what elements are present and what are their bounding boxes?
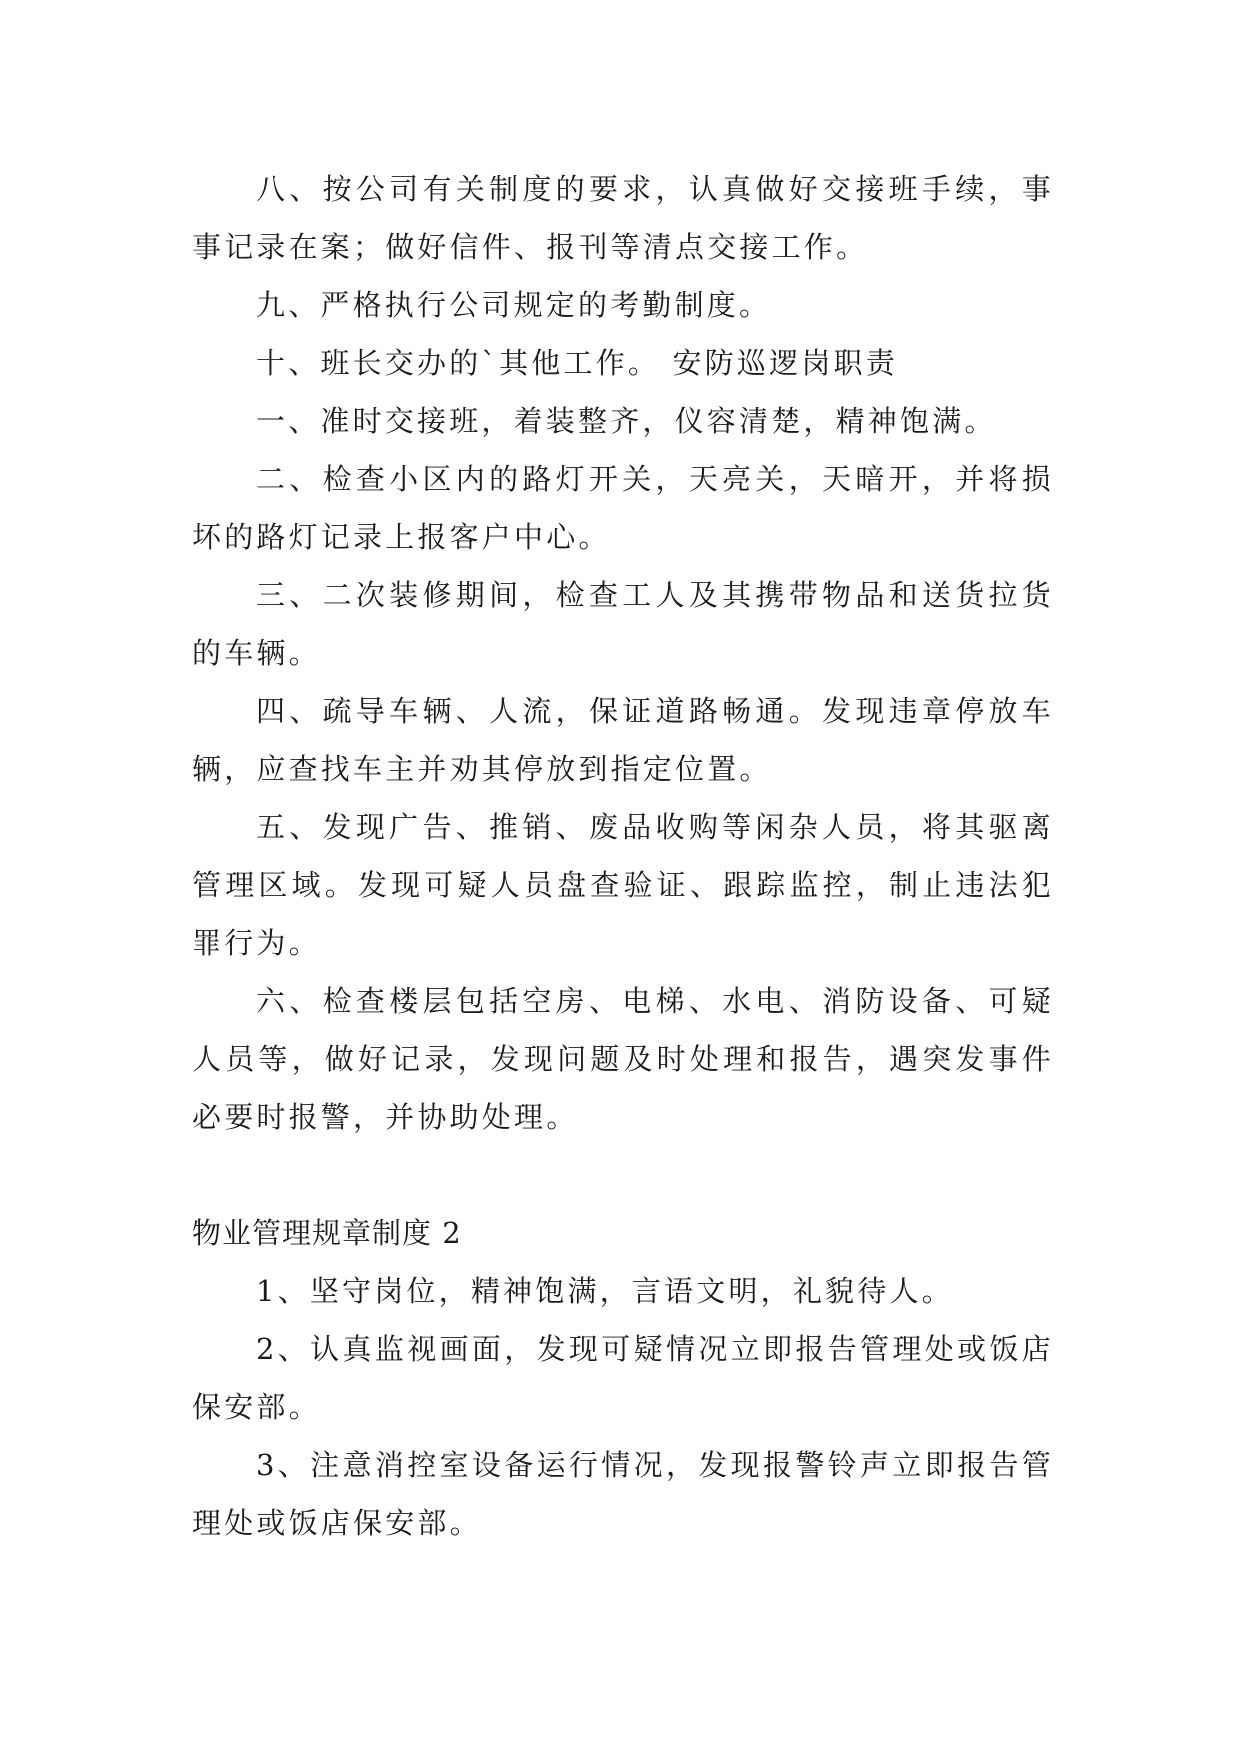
- paragraph-floor-inspection: 六、检查楼层包括空房、电梯、水电、消防设备、可疑人员等，做好记录，发现问题及时处理和报告，遇突发事件必要时报警，并协助处理。: [192, 984, 1054, 1134]
- paragraph-monitor-screens: 2、认真监视画面，发现可疑情况立即报告管理处或饭店保安部。: [192, 1332, 1054, 1424]
- paragraph-street-lights: 二、检查小区内的路灯开关，天亮关，天暗开，并将损坏的路灯记录上报客户中心。: [192, 462, 1054, 554]
- paragraph-idle-persons: 五、发现广告、推销、废品收购等闲杂人员，将其驱离管理区域。发现可疑人员盘查验证、跟踪监控，制止违法犯罪行为。: [192, 810, 1054, 960]
- document-body: [192, 160, 1054, 1552]
- section-title: 物业管理规章制度 2: [192, 1216, 462, 1250]
- paragraph-traffic-control: 四、疏导车辆、人流，保证道路畅通。发现违章停放车辆，应查找车主并劝其停放到指定位置。: [192, 694, 1054, 786]
- paragraph-attendance: 九、严格执行公司规定的考勤制度。: [256, 288, 772, 322]
- paragraph-other-duties: 十、班长交办的`其他工作。 安防巡逻岗职责: [256, 346, 898, 380]
- paragraph-stay-at-post: 1、坚守岗位，精神饱满，言语文明，礼貌待人。: [256, 1274, 954, 1308]
- paragraph-renovation-checks: 三、二次装修期间，检查工人及其携带物品和送货拉货的车辆。: [192, 578, 1054, 670]
- paragraph-handover-procedures: 八、按公司有关制度的要求，认真做好交接班手续，事事记录在案；做好信件、报刊等清点交接工作。: [192, 172, 1054, 264]
- paragraph-fire-control-room: 3、注意消控室设备运行情况，发现报警铃声立即报告管理处或饭店保安部。: [192, 1448, 1054, 1540]
- paragraph-shift-punctuality: 一、准时交接班，着装整齐，仪容清楚，精神饱满。: [256, 404, 997, 438]
